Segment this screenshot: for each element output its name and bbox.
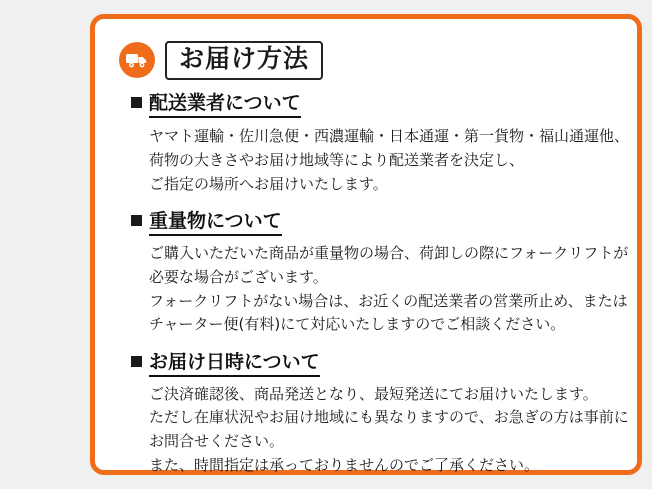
section-delivery-datetime — [117, 350, 629, 478]
body-line: また、時間指定は承っておりませんのでご了承ください。 — [149, 455, 540, 474]
body-line: フォークリフトがない場合は、お近くの配送業者の営業所止め、または — [149, 291, 628, 310]
body-line: ご購入いただいた商品が重量物の場合、荷卸しの際にフォークリフトが — [149, 244, 629, 263]
section-body — [149, 383, 629, 478]
body-line: お問合せください。 — [149, 432, 285, 451]
body-line: ただし在庫状況やお届け地域にも異なりますので、お急ぎの方は事前に — [149, 408, 629, 427]
shipping-info-panel — [90, 14, 642, 475]
body-line: ヤマト運輸・佐川急便・西濃運輸・日本通運・第一貨物・福山通運他、 — [149, 126, 630, 145]
panel-title-row — [119, 41, 615, 80]
body-line: チャーター便(有料)にて対応いたしますのでご相談ください。 — [149, 315, 566, 334]
body-line: 必要な場合がございます。 — [149, 267, 328, 286]
section-body — [149, 242, 629, 337]
square-bullet-icon — [131, 97, 142, 108]
square-bullet-icon — [131, 215, 142, 226]
section-heading: 重量物について — [149, 210, 282, 236]
body-line: ご決済確認後、商品発送となり、最短発送にてお届けいたします。 — [149, 384, 598, 403]
section-heavy-items — [117, 210, 629, 337]
delivery-truck-icon — [119, 42, 155, 78]
section-heading-row — [131, 351, 615, 377]
section-shipping-carriers — [117, 91, 630, 197]
section-heading-row — [131, 92, 615, 118]
section-body — [149, 124, 630, 197]
section-heading: お届け日時について — [149, 351, 320, 377]
square-bullet-icon — [131, 356, 142, 367]
body-line: ご指定の場所へお届けいたします。 — [149, 175, 388, 194]
section-heading-row — [131, 210, 615, 236]
panel-title-box — [165, 41, 323, 80]
body-line: 荷物の大きさやお届け地域等により配送業者を決定し、 — [149, 150, 525, 169]
page-title: お届け方法 — [179, 44, 310, 73]
section-heading: 配送業者について — [149, 92, 301, 118]
